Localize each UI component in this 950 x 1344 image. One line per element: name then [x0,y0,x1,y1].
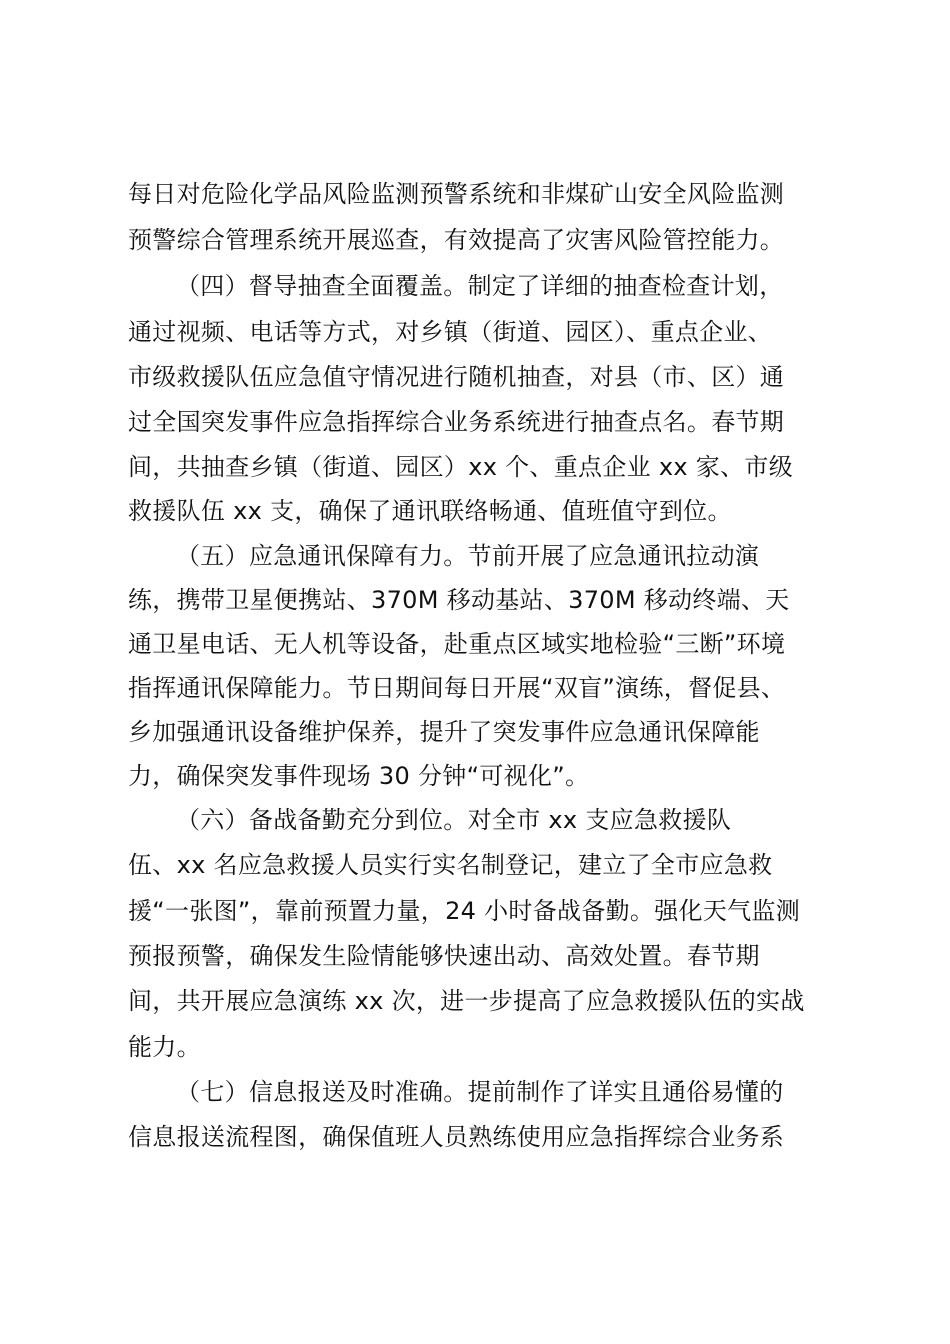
text-line: 力，确保突发事件现场 30 分钟“可视化”。 [128,762,590,790]
paragraph-heading-line: （五）应急通讯保障有力。节前开展了应急通讯拉动演 [176,542,760,570]
text-line: 预报预警，确保发生险情能够快速出动、高效处置。春节期 [128,942,760,970]
text-line: 伍、xx 名应急救援人员实行实名制登记，建立了全市应急救 [128,851,773,879]
paragraph-heading-line: （七）信息报送及时准确。提前制作了详实且通俗易懂的 [176,1078,784,1106]
text-line: 每日对危险化学品风险监测预警系统和非煤矿山安全风险监测 [128,180,785,208]
text-line: 市级救援队伍应急值守情况进行随机抽查，对县（市、区）通 [128,363,785,391]
text-line: 援“一张图”，靠前预置力量，24 小时备战备勤。强化天气监测 [128,897,801,925]
text-line: 通卫星电话、无人机等设备，赴重点区域实地检验“三断”环境 [128,630,786,658]
text-line: 通过视频、电话等方式，对乡镇（街道、园区）、重点企业、 [128,318,773,346]
text-line: 间，共抽查乡镇（街道、园区）xx 个、重点企业 xx 家、市级 [128,453,793,481]
text-line: 能力。 [128,1033,201,1061]
text-line: 练，携带卫星便携站、370M 移动基站、370M 移动终端、天 [128,586,790,614]
text-line: 间，共开展应急演练 xx 次，进一步提高了应急救援队伍的实战 [128,987,805,1015]
paragraph-heading-line: （六）备战备勤充分到位。对全市 xx 支应急救援队 [176,806,732,834]
text-line: 乡加强通讯设备维护保养，提升了突发事件应急通讯保障能 [128,718,760,746]
text-line: 指挥通讯保障能力。节日期间每日开展“双盲”演练，督促县、 [128,674,786,702]
text-line: 信息报送流程图，确保值班人员熟练使用应急指挥综合业务系 [128,1123,785,1151]
text-line: 过全国突发事件应急指挥综合业务系统进行抽查点名。春节期 [128,408,785,436]
paragraph-heading-line: （四）督导抽查全面覆盖。制定了详细的抽查检查计划， [176,272,784,300]
text-line: 预警综合管理系统开展巡查，有效提高了灾害风险管控能力。 [128,226,785,254]
text-line: 救援队伍 xx 支，确保了通讯联络畅通、值班值守到位。 [128,497,732,525]
